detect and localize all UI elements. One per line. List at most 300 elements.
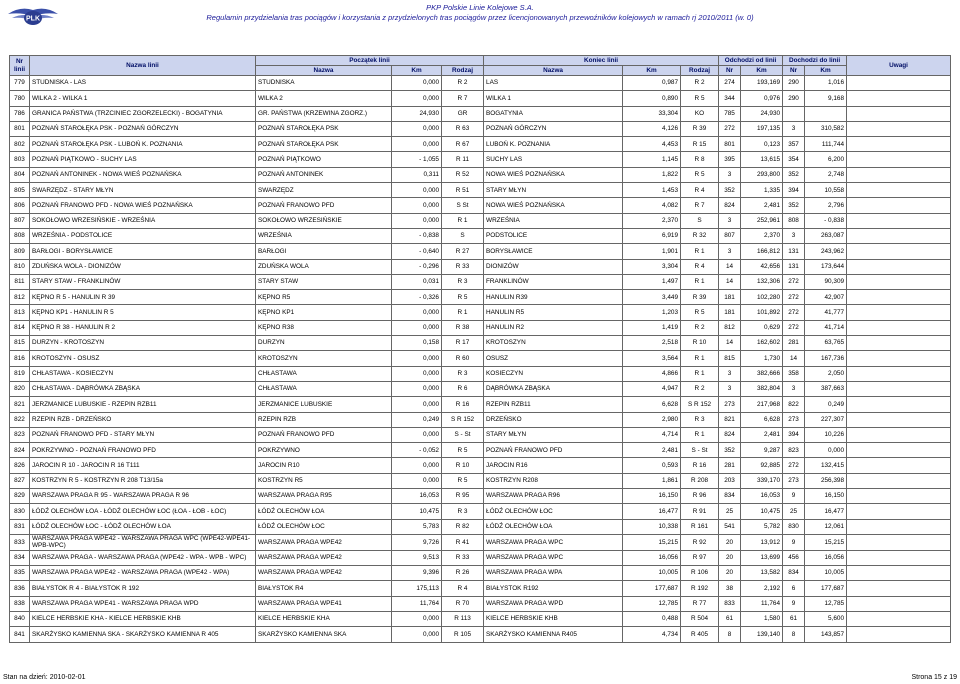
cell-end-type: R 1	[681, 366, 719, 381]
cell-start-km: 0,158	[392, 336, 442, 351]
cell-to-nr: 273	[783, 412, 805, 427]
cell-nr: 827	[10, 473, 30, 488]
cell-uwagi	[847, 167, 951, 182]
cell-end-name: WARSZAWA PRAGA WPC	[484, 534, 623, 550]
cell-end-type: R 208	[681, 473, 719, 488]
cell-end-type: R 32	[681, 228, 719, 243]
table-row	[10, 412, 951, 427]
cell-name: POKRZYWNO - POZNAŃ FRANOWO PFD	[30, 443, 256, 458]
cell-from-km: 10,475	[741, 504, 783, 519]
cell-to-nr: 131	[783, 244, 805, 259]
cell-uwagi	[847, 397, 951, 412]
cell-end-name: KROTOSZYN	[484, 336, 623, 351]
cell-to-nr: 272	[783, 290, 805, 305]
subcol-doch-km: Km	[805, 66, 847, 76]
cell-end-type: S R 152	[681, 397, 719, 412]
cell-start-type: S St	[442, 198, 484, 213]
cell-uwagi	[847, 504, 951, 519]
cell-from-nr: 344	[719, 91, 741, 106]
cell-start-type: R 5	[442, 473, 484, 488]
cell-to-km: 2,748	[805, 167, 847, 182]
cell-start-km: 0,000	[392, 320, 442, 335]
table-row	[10, 274, 951, 289]
cell-to-nr: 394	[783, 183, 805, 198]
cell-nr: 816	[10, 351, 30, 366]
cell-name: BARŁOGI - BORYSŁAWICE	[30, 244, 256, 259]
cell-start-km: 9,396	[392, 566, 442, 581]
cell-end-name: ŁÓDŹ OLECHÓW ŁOC	[484, 504, 623, 519]
cell-from-nr: 272	[719, 121, 741, 136]
cell-to-km: 132,415	[805, 458, 847, 473]
cell-start-km: 0,000	[392, 458, 442, 473]
table-row	[10, 336, 951, 351]
cell-start-name: ZDUŃSKA WOLA	[256, 259, 392, 274]
cell-end-km: 4,126	[623, 121, 681, 136]
cell-start-name: RZEPIN RZB	[256, 412, 392, 427]
cell-nr: 779	[10, 76, 30, 91]
cell-nr: 826	[10, 458, 30, 473]
cell-name: SOKOŁOWO WRZESIŃSKIE - WRZEŚNIA	[30, 213, 256, 228]
cell-end-km: 1,901	[623, 244, 681, 259]
cell-start-type: R 10	[442, 458, 484, 473]
cell-from-nr: 824	[719, 198, 741, 213]
cell-uwagi	[847, 366, 951, 381]
cell-uwagi	[847, 381, 951, 396]
cell-start-km: 0,311	[392, 167, 442, 182]
cell-name: POZNAŃ ANTONINEK - NOWA WIEŚ POZNAŃSKA	[30, 167, 256, 182]
cell-start-name: KOSTRZYN R5	[256, 473, 392, 488]
cell-name: SWARZĘDZ - STARY MŁYN	[30, 183, 256, 198]
cell-start-type: R 7	[442, 91, 484, 106]
cell-to-km: 167,736	[805, 351, 847, 366]
cell-nr: 805	[10, 183, 30, 198]
cell-name: DURZYN - KROTOSZYN	[30, 336, 256, 351]
cell-nr: 829	[10, 489, 30, 504]
table-row	[10, 550, 951, 565]
cell-end-type: R 39	[681, 290, 719, 305]
cell-from-km: 132,306	[741, 274, 783, 289]
cell-end-name: NOWA WIEŚ POZNAŃSKA	[484, 198, 623, 213]
cell-start-name: STUDNISKA	[256, 76, 392, 91]
cell-uwagi	[847, 76, 951, 91]
cell-from-km: 217,968	[741, 397, 783, 412]
cell-to-km: 10,005	[805, 566, 847, 581]
cell-name: WARSZAWA PRAGA - WARSZAWA PRAGA (WPE42 - WPA - WPB - WPC)	[30, 550, 256, 565]
cell-start-name: WARSZAWA PRAGA WPE41	[256, 596, 392, 611]
cell-end-km: 12,785	[623, 596, 681, 611]
cell-end-name: HANULIN R5	[484, 305, 623, 320]
cell-nr: 802	[10, 137, 30, 152]
cell-from-km: 139,140	[741, 627, 783, 642]
cell-name: POZNAŃ STAROŁĘKA PSK - POZNAŃ GÓRCZYN	[30, 121, 256, 136]
cell-start-km: 9,513	[392, 550, 442, 565]
cell-end-name: WARSZAWA PRAGA WPC	[484, 550, 623, 565]
cell-nr: 807	[10, 213, 30, 228]
cell-uwagi	[847, 351, 951, 366]
cell-start-type: S R 152	[442, 412, 484, 427]
cell-start-km: 0,000	[392, 397, 442, 412]
cell-end-type: R 192	[681, 581, 719, 596]
cell-start-type: R 26	[442, 566, 484, 581]
col-nazwa-linii: Nazwa linii	[30, 56, 256, 76]
cell-from-km: 1,730	[741, 351, 783, 366]
header-company: PKP Polskie Linie Kolejowe S.A.	[426, 3, 534, 12]
col-nr-linii: Nr linii	[10, 56, 30, 76]
cell-to-km: 2,050	[805, 366, 847, 381]
cell-to-nr: 273	[783, 473, 805, 488]
table-row	[10, 228, 951, 243]
cell-uwagi	[847, 305, 951, 320]
cell-to-nr: 822	[783, 397, 805, 412]
cell-to-nr: 830	[783, 519, 805, 534]
table-row	[10, 213, 951, 228]
cell-from-nr: 352	[719, 183, 741, 198]
table-row	[10, 351, 951, 366]
cell-end-name: SUCHY LAS	[484, 152, 623, 167]
cell-nr: 815	[10, 336, 30, 351]
cell-from-km: 2,370	[741, 228, 783, 243]
cell-start-name: SOKOŁOWO WRZESIŃSKIE	[256, 213, 392, 228]
cell-uwagi	[847, 106, 951, 121]
cell-end-km: 4,734	[623, 627, 681, 642]
cell-name: STARY STAW - FRANKLINÓW	[30, 274, 256, 289]
table-row	[10, 91, 951, 106]
cell-from-km: 1,335	[741, 183, 783, 198]
table-row	[10, 183, 951, 198]
cell-end-type: R 2	[681, 381, 719, 396]
cell-to-nr: 14	[783, 351, 805, 366]
cell-to-nr: 354	[783, 152, 805, 167]
cell-name: KĘPNO R 5 - HANULIN R 39	[30, 290, 256, 305]
cell-from-nr: 181	[719, 305, 741, 320]
cell-uwagi	[847, 290, 951, 305]
cell-end-type: R 1	[681, 274, 719, 289]
cell-uwagi	[847, 91, 951, 106]
cell-start-name: KIELCE HERBSKIE KHA	[256, 611, 392, 626]
cell-end-name: BIAŁYSTOK R192	[484, 581, 623, 596]
cell-name: POZNAŃ FRANOWO PFD - STARY MŁYN	[30, 427, 256, 442]
cell-from-km: 382,804	[741, 381, 783, 396]
cell-end-name: BORYSŁAWICE	[484, 244, 623, 259]
cell-to-km	[805, 106, 847, 121]
cell-to-km: 177,687	[805, 581, 847, 596]
cell-start-name: WRZEŚNIA	[256, 228, 392, 243]
cell-end-type: R 1	[681, 427, 719, 442]
cell-from-nr: 273	[719, 397, 741, 412]
cell-uwagi	[847, 443, 951, 458]
cell-end-name: WARSZAWA PRAGA WPD	[484, 596, 623, 611]
cell-end-name: RZEPIN RZB11	[484, 397, 623, 412]
cell-from-nr: 274	[719, 76, 741, 91]
cell-start-type: R 82	[442, 519, 484, 534]
cell-start-type: R 33	[442, 550, 484, 565]
cell-to-km: 227,307	[805, 412, 847, 427]
subcol-end-nazwa: Nazwa	[484, 66, 623, 76]
cell-start-name: CHŁASTAWA	[256, 366, 392, 381]
cell-nr: 830	[10, 504, 30, 519]
cell-start-name: BIAŁYSTOK R4	[256, 581, 392, 596]
cell-end-name: PODSTOLICE	[484, 228, 623, 243]
cell-to-km: 111,744	[805, 137, 847, 152]
cell-from-km: 92,885	[741, 458, 783, 473]
cell-start-type: R 67	[442, 137, 484, 152]
cell-start-type: S	[442, 228, 484, 243]
table-row	[10, 381, 951, 396]
cell-uwagi	[847, 581, 951, 596]
cell-end-km: 0,987	[623, 76, 681, 91]
cell-from-nr: 14	[719, 259, 741, 274]
cell-to-nr: 808	[783, 213, 805, 228]
cell-end-km: 15,215	[623, 534, 681, 550]
cell-from-nr: 833	[719, 596, 741, 611]
lines-table	[9, 55, 951, 643]
table-row	[10, 137, 951, 152]
cell-from-nr: 541	[719, 519, 741, 534]
cell-end-km: 1,822	[623, 167, 681, 182]
cell-to-nr: 3	[783, 228, 805, 243]
cell-nr: 809	[10, 244, 30, 259]
table-row	[10, 167, 951, 182]
cell-to-km: 16,477	[805, 504, 847, 519]
cell-end-km: 1,419	[623, 320, 681, 335]
cell-start-km: 0,000	[392, 198, 442, 213]
cell-uwagi	[847, 228, 951, 243]
cell-end-km: 1,861	[623, 473, 681, 488]
cell-from-km: 101,892	[741, 305, 783, 320]
cell-to-km: - 0,838	[805, 213, 847, 228]
cell-from-nr: 38	[719, 581, 741, 596]
cell-end-type: KO	[681, 106, 719, 121]
cell-to-nr: 290	[783, 91, 805, 106]
cell-to-km: 10,558	[805, 183, 847, 198]
cell-from-km: 16,053	[741, 489, 783, 504]
cell-uwagi	[847, 244, 951, 259]
cell-end-km: 1,145	[623, 152, 681, 167]
cell-from-km: 0,629	[741, 320, 783, 335]
cell-start-type: R 1	[442, 213, 484, 228]
cell-start-type: R 1	[442, 305, 484, 320]
cell-start-km: 0,031	[392, 274, 442, 289]
cell-end-type: R 161	[681, 519, 719, 534]
cell-start-name: KĘPNO R5	[256, 290, 392, 305]
cell-to-km: 16,150	[805, 489, 847, 504]
cell-uwagi	[847, 550, 951, 565]
footer-page-number: Strona 15 z 19	[911, 674, 957, 681]
cell-end-km: 2,481	[623, 443, 681, 458]
cell-name: GRANICA PAŃSTWA (TRZCINIEC ZGORZELECKI) - BOGATYNIA	[30, 106, 256, 121]
cell-end-name: SKARŻYSKO KAMIENNA R405	[484, 627, 623, 642]
cell-to-km: 12,061	[805, 519, 847, 534]
cell-name: STUDNISKA - LAS	[30, 76, 256, 91]
cell-start-km: 0,000	[392, 627, 442, 642]
col-koniec-linii: Koniec linii	[484, 56, 719, 66]
cell-start-km: 0,000	[392, 366, 442, 381]
cell-to-nr: 25	[783, 504, 805, 519]
cell-end-km: 4,947	[623, 381, 681, 396]
cell-start-km: 0,000	[392, 213, 442, 228]
subcol-end-rodzaj: Rodzaj	[681, 66, 719, 76]
col-uwagi: Uwagi	[847, 56, 951, 76]
cell-end-type: R 5	[681, 167, 719, 182]
cell-end-name: LAS	[484, 76, 623, 91]
cell-end-km: 6,919	[623, 228, 681, 243]
cell-end-name: NOWA WIEŚ POZNAŃSKA	[484, 167, 623, 182]
cell-start-type: R 3	[442, 274, 484, 289]
cell-from-km: 9,287	[741, 443, 783, 458]
cell-to-nr: 8	[783, 627, 805, 642]
cell-uwagi	[847, 412, 951, 427]
cell-to-nr: 272	[783, 458, 805, 473]
cell-start-km: 0,000	[392, 91, 442, 106]
cell-to-km: 1,016	[805, 76, 847, 91]
cell-end-km: 2,370	[623, 213, 681, 228]
cell-uwagi	[847, 259, 951, 274]
cell-from-km: 13,582	[741, 566, 783, 581]
cell-from-km: 5,782	[741, 519, 783, 534]
cell-name: BIAŁYSTOK R 4 - BIAŁYSTOK R 192	[30, 581, 256, 596]
table-row	[10, 76, 951, 91]
cell-start-km: 5,783	[392, 519, 442, 534]
cell-start-type: R 70	[442, 596, 484, 611]
cell-end-name: KOSTRZYN R208	[484, 473, 623, 488]
cell-uwagi	[847, 627, 951, 642]
cell-uwagi	[847, 458, 951, 473]
cell-nr: 819	[10, 366, 30, 381]
cell-from-nr: 20	[719, 550, 741, 565]
cell-start-name: POKRZYWNO	[256, 443, 392, 458]
cell-end-name: BOGATYNIA	[484, 106, 623, 121]
cell-name: RZEPIN RZB - DRZEŃSKO	[30, 412, 256, 427]
cell-to-km: 15,215	[805, 534, 847, 550]
cell-end-name: HANULIN R39	[484, 290, 623, 305]
cell-start-type: R 60	[442, 351, 484, 366]
cell-start-km: 24,930	[392, 106, 442, 121]
cell-start-type: R 5	[442, 290, 484, 305]
cell-end-type: R 91	[681, 504, 719, 519]
cell-start-km: - 0,052	[392, 443, 442, 458]
cell-start-type: R 52	[442, 167, 484, 182]
cell-end-type: S	[681, 213, 719, 228]
cell-to-km: 90,309	[805, 274, 847, 289]
cell-start-km: 11,764	[392, 596, 442, 611]
cell-start-type: R 38	[442, 320, 484, 335]
cell-uwagi	[847, 534, 951, 550]
cell-end-km: 4,866	[623, 366, 681, 381]
header-regulation-title: Regulamin przydzielania tras pociągów i korzystania z przydzielonych tras pociągów przez licencjonowanych przewoźników kolejowych w ramach rj 2010/2011 (w. 0)	[206, 13, 754, 22]
cell-start-name: KĘPNO R38	[256, 320, 392, 335]
cell-end-name: STARY MŁYN	[484, 427, 623, 442]
cell-end-type: R 2	[681, 76, 719, 91]
table-row	[10, 443, 951, 458]
cell-name: WARSZAWA PRAGA WPE41 - WARSZAWA PRAGA WPD	[30, 596, 256, 611]
cell-from-km: 162,602	[741, 336, 783, 351]
cell-end-km: 10,338	[623, 519, 681, 534]
cell-from-nr: 61	[719, 611, 741, 626]
cell-end-name: OSUSZ	[484, 351, 623, 366]
cell-end-type: R 96	[681, 489, 719, 504]
cell-end-name: JAROCIN R16	[484, 458, 623, 473]
cell-start-name: POZNAŃ ANTONINEK	[256, 167, 392, 182]
cell-start-type: R 113	[442, 611, 484, 626]
table-row	[10, 397, 951, 412]
cell-start-type: R 5	[442, 443, 484, 458]
cell-uwagi	[847, 198, 951, 213]
cell-to-nr: 272	[783, 320, 805, 335]
cell-end-km: 3,304	[623, 259, 681, 274]
cell-start-name: GR. PAŃSTWA (KRZEWINA ZGORZ.)	[256, 106, 392, 121]
cell-start-name: JERZMANICE LUBUSKIE	[256, 397, 392, 412]
subcol-start-nazwa: Nazwa	[256, 66, 392, 76]
cell-start-km: 0,000	[392, 611, 442, 626]
cell-start-km: - 0,640	[392, 244, 442, 259]
cell-end-name: WARSZAWA PRAGA WPA	[484, 566, 623, 581]
cell-from-km: 193,169	[741, 76, 783, 91]
cell-nr: 806	[10, 198, 30, 213]
table-row	[10, 427, 951, 442]
cell-nr: 823	[10, 427, 30, 442]
cell-from-km: 11,764	[741, 596, 783, 611]
cell-start-km: 0,000	[392, 137, 442, 152]
table-body	[10, 76, 951, 643]
cell-end-km: 16,150	[623, 489, 681, 504]
cell-to-nr: 131	[783, 259, 805, 274]
cell-from-km: 102,280	[741, 290, 783, 305]
cell-to-nr: 357	[783, 137, 805, 152]
cell-name: KĘPNO KP1 - HANULIN R 5	[30, 305, 256, 320]
table-row	[10, 305, 951, 320]
cell-start-km: 0,249	[392, 412, 442, 427]
cell-from-km: 2,481	[741, 427, 783, 442]
cell-end-km: 1,453	[623, 183, 681, 198]
svg-text:PLK: PLK	[26, 15, 40, 23]
cell-start-name: ŁÓDŹ OLECHÓW ŁOA	[256, 504, 392, 519]
cell-to-nr	[783, 106, 805, 121]
cell-end-type: R 10	[681, 336, 719, 351]
cell-from-km: 24,930	[741, 106, 783, 121]
cell-name: ZDUŃSKA WOLA - DIONIZÓW	[30, 259, 256, 274]
cell-to-km: 42,907	[805, 290, 847, 305]
cell-start-name: POZNAŃ FRANOWO PFD	[256, 427, 392, 442]
cell-name: ŁÓDŹ OLECHÓW ŁOA - ŁÓDŹ OLECHÓW ŁOC (ŁOA - ŁOB - ŁOC)	[30, 504, 256, 519]
cell-start-type: R 2	[442, 76, 484, 91]
cell-nr: 838	[10, 596, 30, 611]
cell-start-km: 9,726	[392, 534, 442, 550]
cell-to-km: 41,714	[805, 320, 847, 335]
cell-start-name: POZNAŃ PIĄTKOWO	[256, 152, 392, 167]
cell-uwagi	[847, 183, 951, 198]
cell-to-nr: 290	[783, 76, 805, 91]
cell-end-name: DIONIZÓW	[484, 259, 623, 274]
cell-start-type: GR	[442, 106, 484, 121]
cell-to-nr: 358	[783, 366, 805, 381]
cell-name: WARSZAWA PRAGA R 95 - WARSZAWA PRAGA R 96	[30, 489, 256, 504]
cell-end-km: 16,056	[623, 550, 681, 565]
cell-to-km: 2,796	[805, 198, 847, 213]
col-poczatek-linii: Początek linii	[256, 56, 484, 66]
cell-end-km: 4,082	[623, 198, 681, 213]
cell-end-km: 10,005	[623, 566, 681, 581]
cell-end-name: POZNAŃ FRANOWO PFD	[484, 443, 623, 458]
cell-end-name: DRZEŃSKO	[484, 412, 623, 427]
cell-start-km: 0,000	[392, 76, 442, 91]
cell-end-name: WRZEŚNIA	[484, 213, 623, 228]
cell-to-km: 41,777	[805, 305, 847, 320]
cell-nr: 833	[10, 534, 30, 550]
cell-to-km: 143,857	[805, 627, 847, 642]
cell-name: ŁÓDŹ OLECHÓW ŁOC - ŁÓDŹ OLECHÓW ŁOA	[30, 519, 256, 534]
cell-end-name: KIELCE HERBSKIE KHB	[484, 611, 623, 626]
cell-to-km: 0,000	[805, 443, 847, 458]
